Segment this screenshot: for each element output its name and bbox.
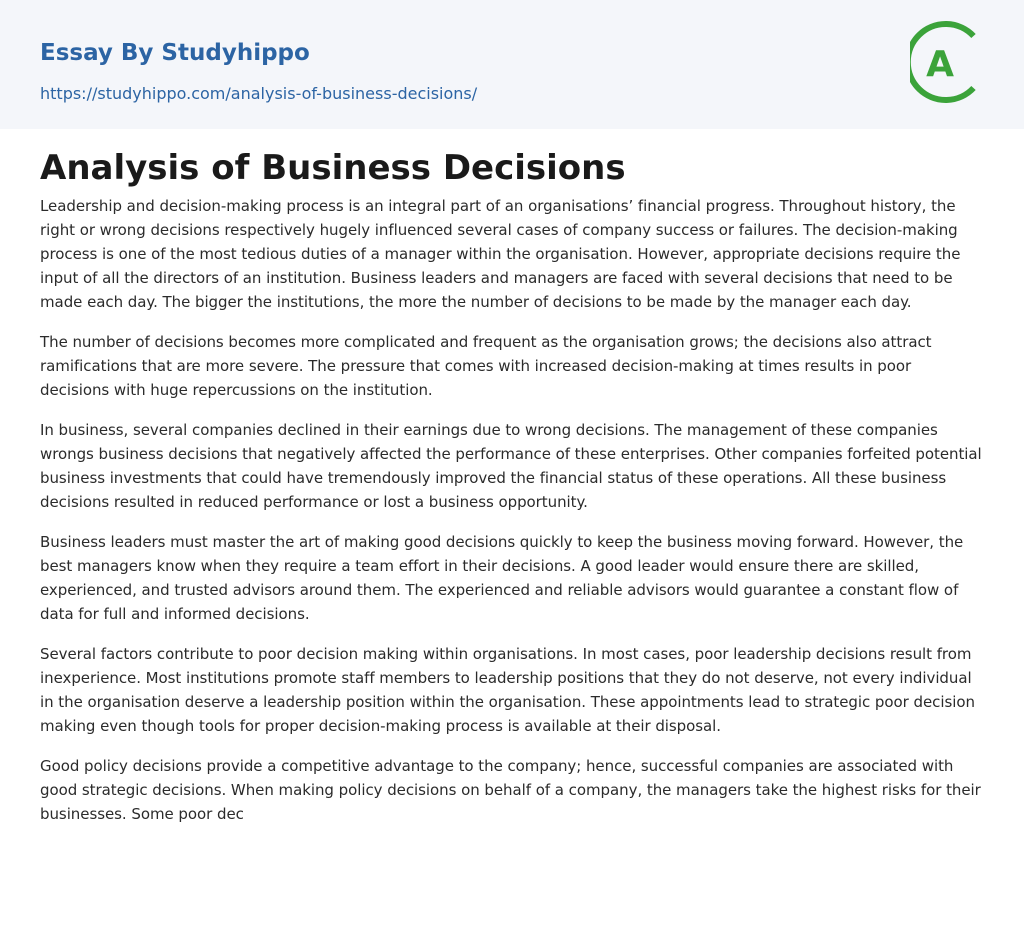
article-paragraph: The number of decisions becomes more complicated and frequent as the organisation grows; the decisions also attract ramifications that are more severe. The pressure that comes with increased decision-making at times results in poor decisions with huge repercussions on the institution. (40, 333, 932, 399)
article-paragraph: Business leaders must master the art of making good decisions quickly to keep the business moving forward. However, the best managers know when they require a team effort in their decisions. A good leader would ensure there are skilled, experienced, and trusted advisors around them. The experienced and reliable advisors would guarantee a constant flow of data for full and informed decisions. (40, 533, 964, 623)
studyhippo-logo-icon[interactable] (910, 18, 988, 106)
article-paragraph: Leadership and decision-making process is an integral part of an organisations’ financial progress. Throughout history, the right or wrong decisions respectively hugely influenced several cases of company success or failures. The decision-making process is one of the most tedious duties of a manager within the organisation. However, appropriate decisions require the input of all the directors of an institution. Business leaders and managers are faced with several decisions that need to be made each day. The bigger the institutions, the more the number of decisions to be made by the manager each day. (40, 197, 961, 311)
article-paragraph: In business, several companies declined in their earnings due to wrong decisions. The management of these companies wrongs business decisions that negatively affected the performance of these enterprises. Other companies forfeited potential business investments that could have tremendously improved the financial status of these operations. All these business decisions resulted in reduced performance or lost a business opportunity. (40, 421, 982, 511)
article-paragraph: Good policy decisions provide a competitive advantage to the company; hence, successful companies are associated with good strategic decisions. When making policy decisions on behalf of a company, the managers take the highest risks for their businesses. Some poor dec (40, 757, 981, 823)
site-header (0, 0, 1024, 129)
article-paragraph: Several factors contribute to poor decision making within organisations. In most cases, poor leadership decisions result from inexperience. Most institutions promote staff members to leadership positions that they do not deserve, not every individual in the organisation deserve a leadership position within the organisation. These appointments lead to strategic poor decision making even though tools for proper decision-making process is available at their disposal. (40, 645, 975, 735)
page-title: Analysis of Business Decisions (40, 148, 626, 188)
logo-letter: A (926, 44, 954, 85)
brand-title: Essay By Studyhippo (40, 40, 310, 66)
article-url-link[interactable]: https://studyhippo.com/analysis-of-business-decisions/ (40, 84, 478, 103)
article-content (40, 144, 984, 842)
